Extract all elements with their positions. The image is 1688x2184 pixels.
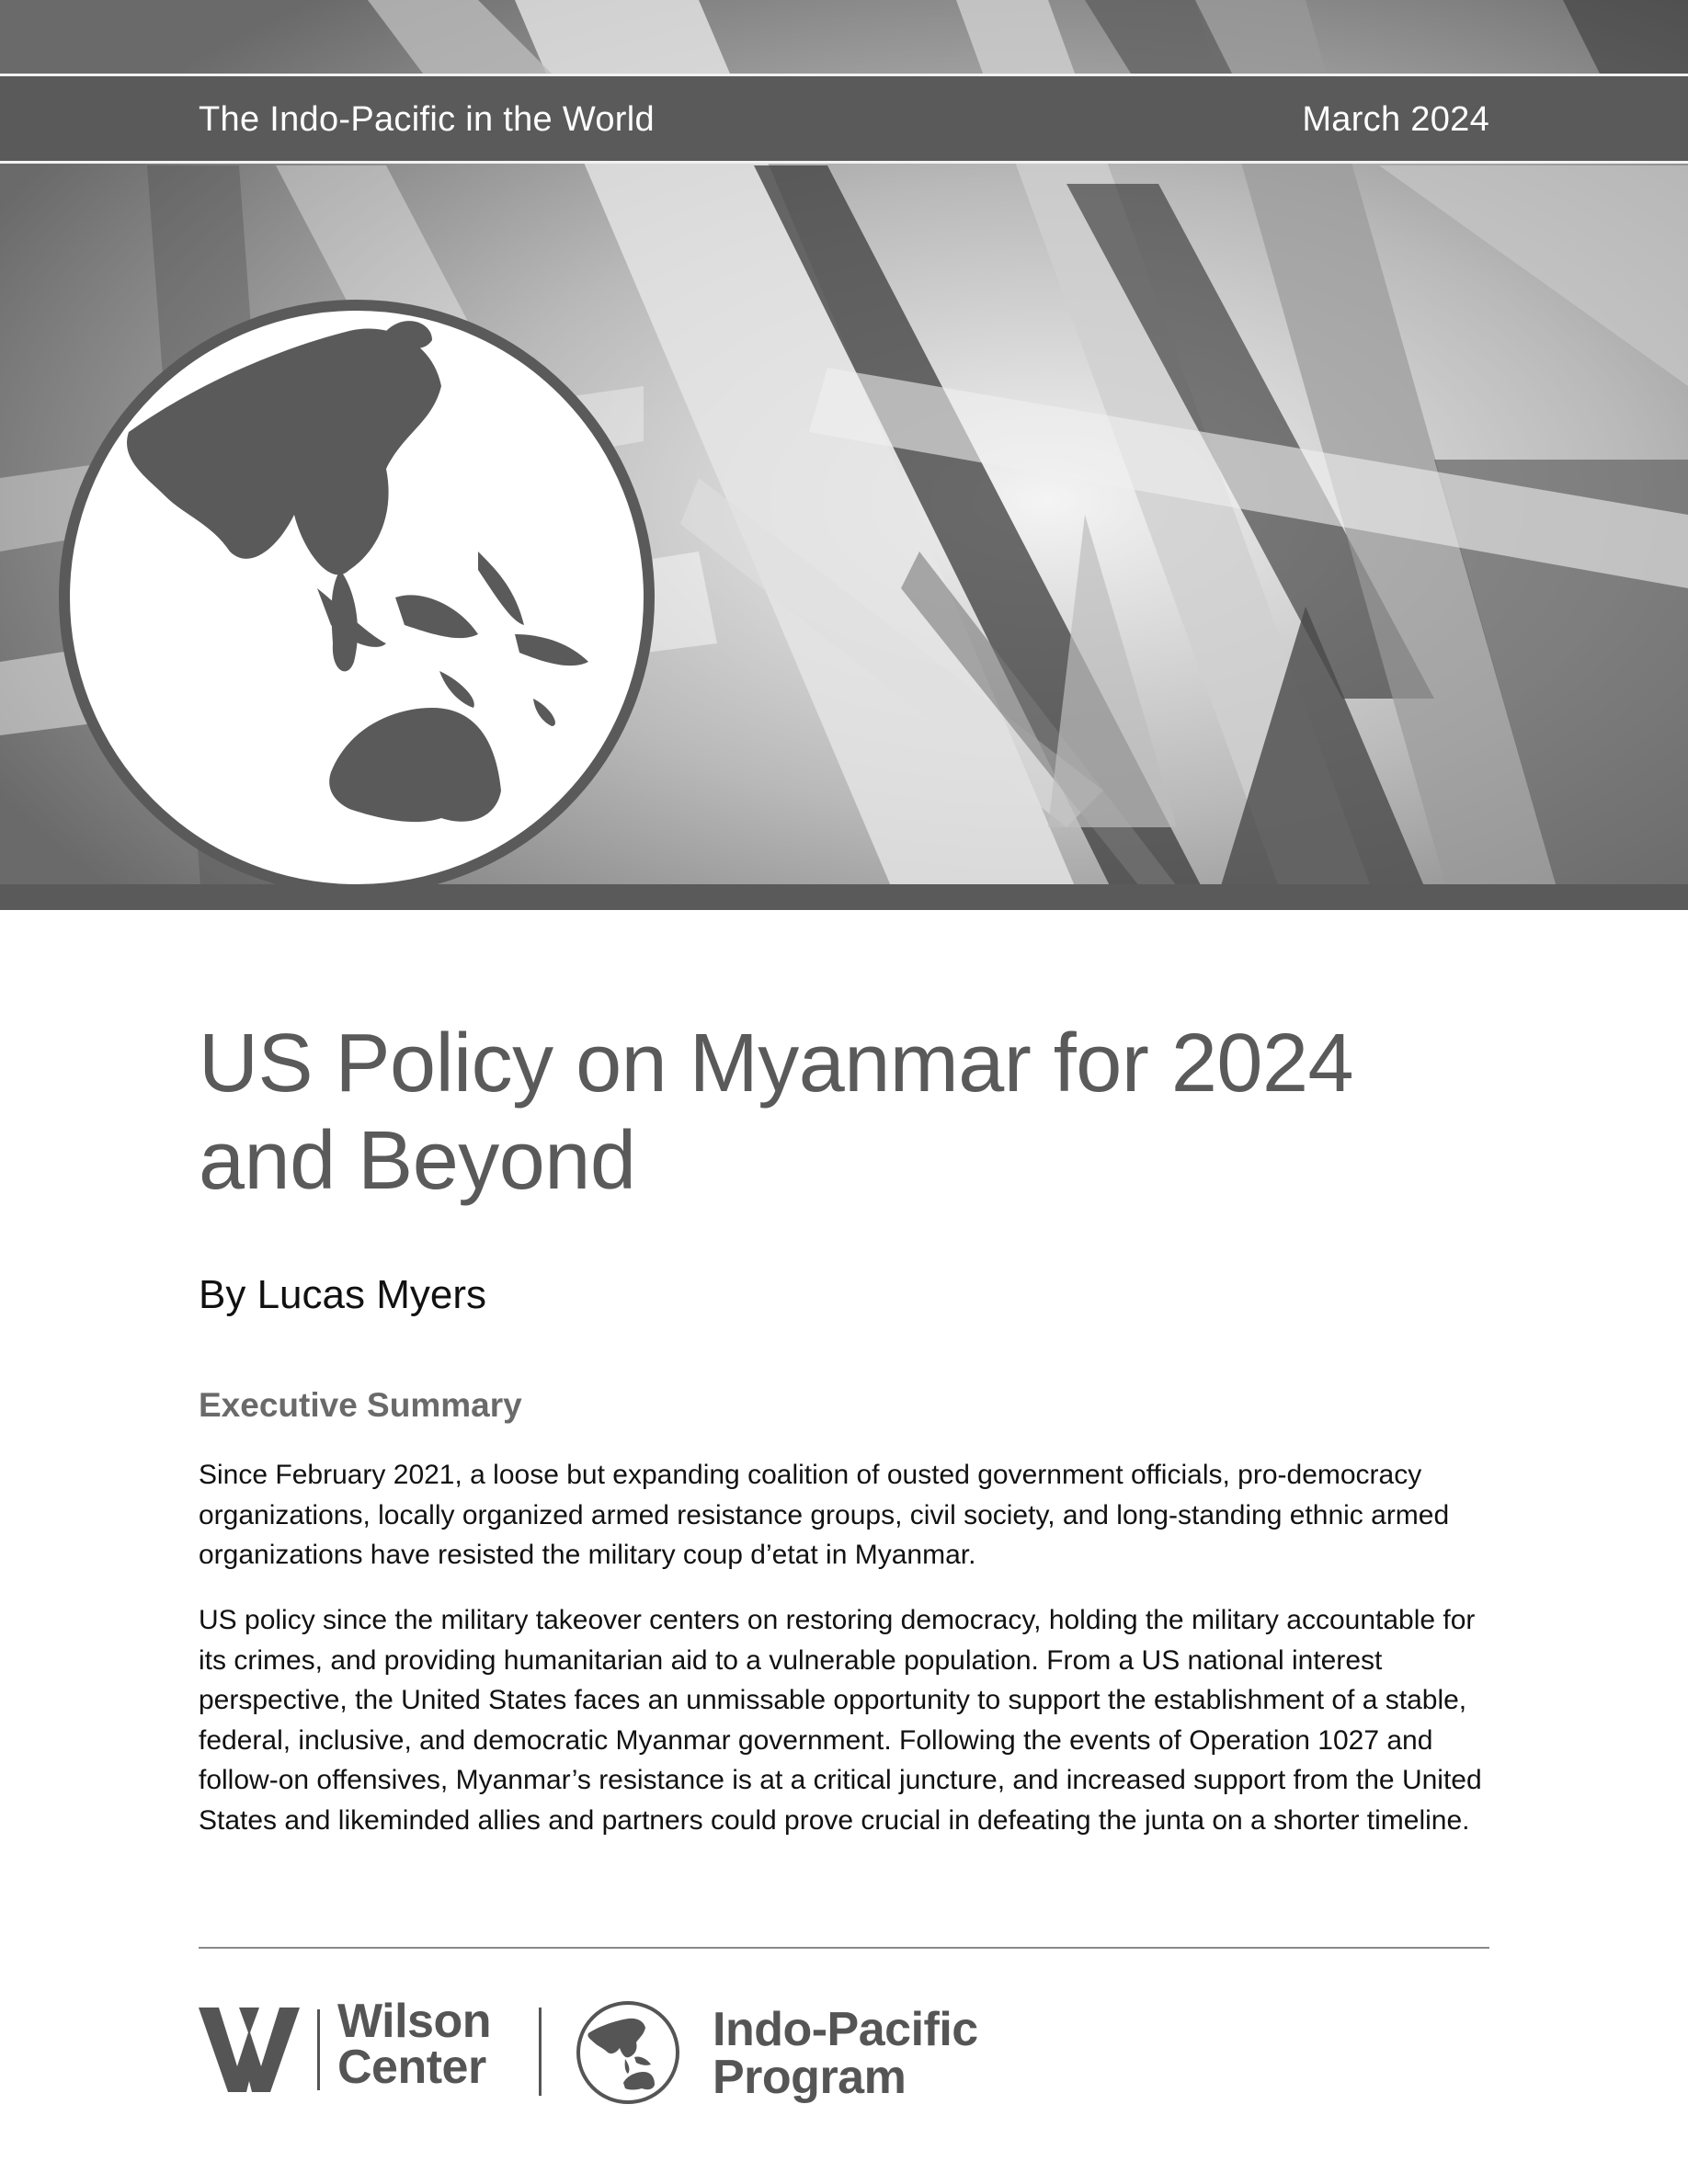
globe-icon: [576, 2000, 680, 2105]
indo-pacific-program-wordmark: Indo-Pacific Program: [713, 2003, 978, 2104]
hero-bottom-bar: [0, 884, 1688, 910]
series-title: The Indo-Pacific in the World: [199, 100, 655, 139]
wilson-center-wordmark: Wilson Center: [337, 1995, 491, 2094]
summary-paragraph: Since February 2021, a loose but expanding coalition of ousted government officials, pro-democracy organizations, locally organized armed resistance groups, civil society, and long-standing ethnic armed organizations have resisted the military coup d’etat in Myanmar.: [199, 1460, 1450, 1570]
summary-paragraph: US policy since the military takeover centers on restoring democracy, holding the military accountable for its crimes, and providing humanitarian aid to a vulnerable population. From a US national interest perspective, the United States faces an unmissable opportunity to support the establishment of a stable, federal, inclusive, and democratic Myanmar government. Following the events of Operation 1027 and follow-on offensives, Myanmar’s resistance is at a critical juncture, and increased support from the United States and likeminded allies and partners could prove crucial in defeating the junta on a shorter timeline.: [199, 1605, 1482, 1836]
section-heading-executive-summary: Executive Summary: [199, 1386, 522, 1424]
author-byline: By Lucas Myers: [199, 1272, 486, 1317]
logo-divider: [317, 2009, 320, 2090]
footer-logo-divider: [539, 2008, 542, 2096]
wilson-w-logo-icon: [199, 2008, 300, 2092]
publication-date: March 2024: [1302, 100, 1489, 139]
series-header-bar: [0, 74, 1688, 164]
hero-banner: [0, 0, 1688, 910]
document-title: US Policy on Myanmar for 2024 and Beyond: [199, 1018, 1354, 1207]
footer-divider-line: [199, 1947, 1489, 1949]
